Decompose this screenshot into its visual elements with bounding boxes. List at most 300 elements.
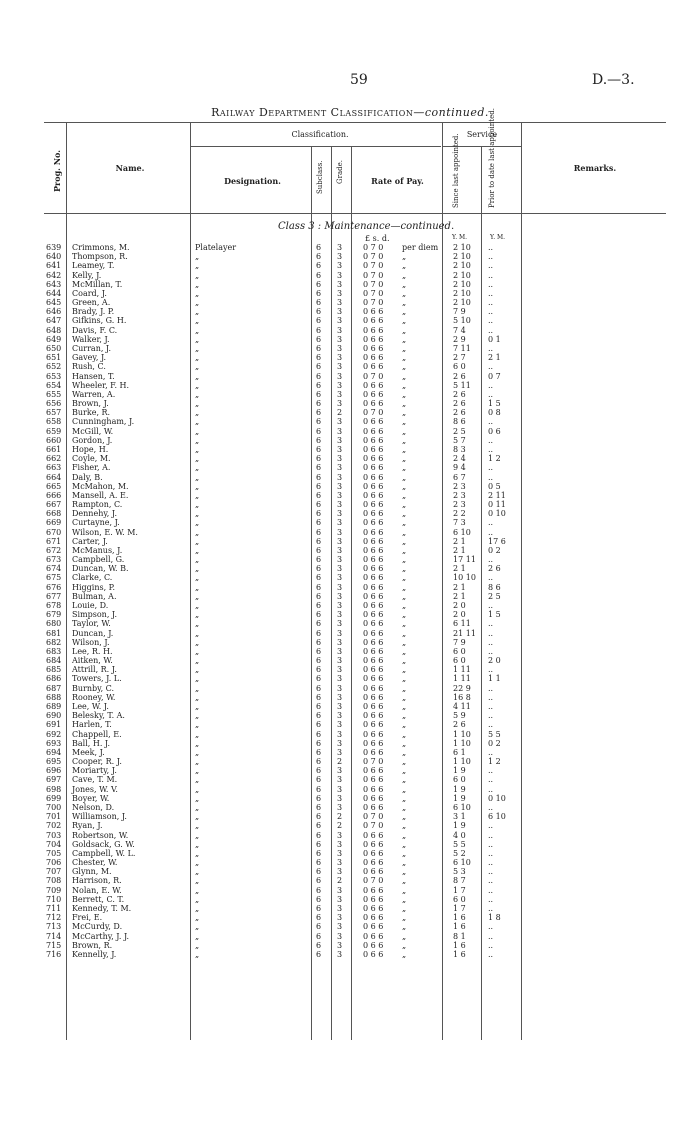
cell-per: per diem [402,243,439,252]
table-row [0,904,700,913]
cell-sub: 6 [316,894,322,904]
cell-since: 5 10 [453,316,471,326]
cell-designation: „ [195,646,200,656]
header-grade: Grade. [336,160,344,184]
cell-per: „ [402,931,407,941]
cell-since: 2 6 [453,389,466,399]
cell-since: 9 4 [453,463,466,473]
cell-since: 2 1 [453,591,466,601]
table-row [0,913,700,922]
cell-no: 704 [46,839,62,849]
cell-prior: .. [488,518,494,528]
cell-name: Ryan, J. [72,821,103,831]
cell-name: Simpson, J. [72,610,118,620]
table-row [0,950,700,959]
cell-grade: 3 [337,252,343,262]
cell-prior: .. [488,343,494,353]
cell-grade: 2 [337,408,343,418]
cell-designation: „ [195,812,200,822]
table-row [0,821,700,830]
cell-sub: 6 [316,876,322,886]
cell-grade: 3 [337,243,343,252]
cell-since: 2 6 [453,720,466,730]
table-row [0,684,700,693]
cell-grade: 3 [337,316,343,326]
cell-sub: 6 [316,591,322,601]
table-row [0,537,700,546]
cell-no: 709 [46,885,62,895]
cell-per: „ [402,298,407,308]
cell-prior: .. [488,288,494,298]
cell-per: „ [402,472,407,482]
table-row [0,592,700,601]
table-row [0,482,700,491]
cell-pay: 0 6 6 [363,766,384,776]
cell-pay: 0 6 6 [363,435,384,445]
cell-no: 694 [46,747,62,757]
cell-pay: 0 6 6 [363,316,384,326]
table-row [0,656,700,665]
cell-name: Rooney, W. [72,692,116,702]
table-row [0,546,700,555]
cell-designation: „ [195,334,200,344]
cell-since: 6 10 [453,527,471,537]
cell-grade: 3 [337,692,343,702]
table-row [0,858,700,867]
table-row [0,583,700,592]
cell-sub: 6 [316,399,322,409]
cell-prior: 0 10 [488,793,506,803]
cell-pay: 0 6 6 [363,674,384,684]
cell-per: „ [402,949,407,959]
cell-no: 703 [46,830,62,840]
cell-designation: „ [195,903,200,913]
cell-designation: „ [195,867,200,877]
cell-designation: „ [195,564,200,574]
cell-grade: 3 [337,802,343,812]
cell-grade: 3 [337,922,343,932]
cell-per: „ [402,711,407,721]
cell-grade: 3 [337,279,343,289]
cell-pay: 0 6 6 [363,444,384,454]
cell-since: 3 1 [453,812,466,822]
cell-no: 650 [46,343,62,353]
cell-name: Aitken, W. [72,656,113,666]
cell-prior: .. [488,940,494,950]
cell-grade: 3 [337,573,343,583]
cell-prior: 1 1 [488,674,501,684]
cell-name: Warren, A. [72,389,116,399]
cell-designation: „ [195,472,200,482]
cell-no: 642 [46,270,62,280]
cell-per: „ [402,307,407,317]
cell-pay: 0 7 0 [363,812,384,822]
cell-no: 691 [46,720,62,730]
table-row [0,619,700,628]
title-main: Railway Department Classification [211,106,414,119]
cell-sub: 6 [316,298,322,308]
cell-per: „ [402,692,407,702]
cell-designation: „ [195,802,200,812]
cell-pay: 0 6 6 [363,380,384,390]
cell-grade: 3 [337,426,343,436]
cell-since: 7 11 [453,343,471,353]
cell-no: 667 [46,500,62,510]
cell-prior: .. [488,692,494,702]
cell-designation: „ [195,417,200,427]
cell-sub: 6 [316,619,322,629]
table-row [0,794,700,803]
cell-designation: „ [195,509,200,519]
cell-pay: 0 7 0 [363,288,384,298]
cell-no: 648 [46,325,62,335]
table-row [0,271,700,280]
cell-no: 677 [46,591,62,601]
cell-sub: 6 [316,931,322,941]
cell-grade: 3 [337,500,343,510]
table-row [0,895,700,904]
table-row [0,518,700,527]
cell-per: „ [402,839,407,849]
cell-name: Hope, H. [72,444,109,454]
cell-designation: „ [195,637,200,647]
cell-name: Glynn, M. [72,867,112,877]
cell-per: „ [402,490,407,500]
cell-pay: 0 6 6 [363,454,384,464]
cell-name: Duncan, J. [72,628,114,638]
cell-prior: .. [488,307,494,317]
cell-sub: 6 [316,885,322,895]
cell-sub: 6 [316,903,322,913]
cell-pay: 0 6 6 [363,426,384,436]
table-row [0,693,700,702]
cell-since: 2 2 [453,509,466,519]
cell-name: Nolan, E. W. [72,885,122,895]
cell-since: 2 6 [453,371,466,381]
table-row [0,362,700,371]
cell-no: 693 [46,738,62,748]
cell-grade: 3 [337,472,343,482]
cell-designation: „ [195,702,200,711]
cell-prior: .. [488,665,494,675]
cell-name: Duncan, W. B. [72,564,129,574]
cell-name: Cave, T. M. [72,775,118,785]
cell-pay: 0 6 6 [363,399,384,409]
cell-no: 664 [46,472,62,482]
table-row [0,289,700,298]
cell-per: „ [402,903,407,913]
cell-name: Burke, R. [72,408,111,418]
cell-sub: 6 [316,601,322,611]
cell-pay: 0 6 6 [363,334,384,344]
cell-name: Louie, D. [72,601,109,611]
cell-no: 695 [46,757,62,767]
cell-sub: 6 [316,729,322,739]
cell-pay: 0 6 6 [363,747,384,757]
cell-sub: 6 [316,380,322,390]
table-row [0,491,700,500]
cell-pay: 0 6 6 [363,536,384,546]
cell-no: 688 [46,692,62,702]
cell-no: 685 [46,665,62,675]
cell-grade: 3 [337,288,343,298]
cell-no: 669 [46,518,62,528]
cell-sub: 6 [316,702,322,711]
cell-pay: 0 6 6 [363,913,384,923]
cell-prior: .. [488,802,494,812]
table-row [0,463,700,472]
cell-pay: 0 7 0 [363,821,384,831]
cell-name: Campbell, G. [72,555,125,565]
cell-pay: 0 6 6 [363,656,384,666]
cell-pay: 0 7 0 [363,298,384,308]
cell-per: „ [402,463,407,473]
cell-grade: 3 [337,646,343,656]
cell-sub: 6 [316,711,322,721]
cell-designation: „ [195,343,200,353]
cell-grade: 3 [337,509,343,519]
pay-units: £ s. d. [365,234,390,243]
cell-designation: „ [195,591,200,601]
cell-grade: 3 [337,738,343,748]
cell-sub: 6 [316,775,322,785]
cell-designation: „ [195,931,200,941]
cell-per: „ [402,527,407,537]
cell-sub: 6 [316,454,322,464]
cell-grade: 3 [337,656,343,666]
table-row [0,316,700,325]
cell-pay: 0 6 6 [363,518,384,528]
cell-since: 5 3 [453,867,466,877]
cell-prior: .. [488,775,494,785]
cell-per: „ [402,334,407,344]
cell-name: Rampton, C. [72,500,123,510]
cell-sub: 6 [316,573,322,583]
table-row [0,867,700,876]
cell-no: 686 [46,674,62,684]
cell-no: 687 [46,683,62,693]
cell-per: „ [402,940,407,950]
cell-pay: 0 6 6 [363,683,384,693]
cell-per: „ [402,500,407,510]
cell-pay: 0 6 6 [363,931,384,941]
cell-per: „ [402,674,407,684]
cell-pay: 0 6 6 [363,775,384,785]
cell-since: 2 9 [453,334,466,344]
cell-grade: 3 [337,683,343,693]
table-row [0,803,700,812]
cell-no: 705 [46,848,62,858]
header-designation: Designation. [224,176,281,186]
cell-sub: 6 [316,582,322,592]
table-row [0,730,700,739]
cell-name: McCarthy, J. J. [72,931,130,941]
cell-grade: 3 [337,784,343,794]
cell-sub: 6 [316,261,322,271]
page-number: 59 [350,72,368,88]
cell-grade: 3 [337,353,343,363]
cell-name: Kennelly, J. [72,949,117,959]
cell-designation: „ [195,665,200,675]
cell-prior: 2 6 [488,564,501,574]
cell-no: 697 [46,775,62,785]
cell-prior: .. [488,931,494,941]
cell-per: „ [402,426,407,436]
cell-name: Wheeler, F. H. [72,380,130,390]
cell-no: 651 [46,353,62,363]
cell-no: 646 [46,307,62,317]
cell-pay: 0 7 0 [363,270,384,280]
cell-prior: 2 5 [488,591,501,601]
cell-name: Meek, J. [72,747,105,757]
cell-name: Coard, J. [72,288,107,298]
cell-per: „ [402,573,407,583]
cell-designation: „ [195,353,200,363]
cell-sub: 6 [316,683,322,693]
cell-since: 21 11 [453,628,476,638]
cell-grade: 3 [337,913,343,923]
header-classification: Classification. [291,130,349,139]
cell-since: 2 10 [453,252,471,262]
cell-since: 8 7 [453,876,466,886]
cell-no: 658 [46,417,62,427]
cell-no: 641 [46,261,62,271]
cell-grade: 3 [337,362,343,372]
cell-prior: 0 2 [488,738,501,748]
header-prog-no: Prog. No. [52,149,62,192]
cell-grade: 3 [337,839,343,849]
cell-name: Walker, J. [72,334,110,344]
cell-pay: 0 6 6 [363,362,384,372]
table-row [0,840,700,849]
cell-designation: „ [195,913,200,923]
cell-no: 714 [46,931,62,941]
cell-grade: 3 [337,298,343,308]
cell-per: „ [402,665,407,675]
cell-since: 1 6 [453,913,466,923]
cell-designation: „ [195,610,200,620]
cell-since: 6 10 [453,858,471,868]
cell-no: 681 [46,628,62,638]
cell-pay: 0 7 0 [363,261,384,271]
cell-since: 1 11 [453,674,471,684]
cell-grade: 3 [337,371,343,381]
cell-per: „ [402,802,407,812]
cell-prior: 0 11 [488,500,506,510]
cell-name: Brown, J. [72,399,109,409]
cell-sub: 6 [316,922,322,932]
cell-no: 653 [46,371,62,381]
cell-sub: 6 [316,243,322,252]
table-row [0,849,700,858]
cell-designation: „ [195,784,200,794]
cell-per: „ [402,408,407,418]
cell-grade: 3 [337,674,343,684]
cell-prior: .. [488,922,494,932]
cell-prior: .. [488,894,494,904]
cell-sub: 6 [316,279,322,289]
cell-grade: 2 [337,812,343,822]
header-subclass: Subclass. [316,160,324,194]
cell-prior: .. [488,766,494,776]
cell-no: 654 [46,380,62,390]
cell-per: „ [402,830,407,840]
cell-name: Rush, C. [72,362,106,372]
cell-no: 656 [46,399,62,409]
cell-prior: .. [488,858,494,868]
table-row [0,353,700,362]
cell-per: „ [402,399,407,409]
cell-designation: „ [195,582,200,592]
cell-name: Dennehy, J. [72,509,118,519]
cell-designation: „ [195,325,200,335]
cell-sub: 6 [316,766,322,776]
cell-designation: „ [195,288,200,298]
cell-pay: 0 6 6 [363,720,384,730]
cell-sub: 6 [316,738,322,748]
table-row [0,647,700,656]
cell-name: Coyle, M. [72,454,111,464]
cell-prior: 0 10 [488,509,506,519]
cell-sub: 6 [316,784,322,794]
cell-grade: 3 [337,380,343,390]
cell-per: „ [402,913,407,923]
cell-pay: 0 6 6 [363,389,384,399]
cell-sub: 6 [316,646,322,656]
header-remarks: Remarks. [573,163,617,173]
cell-grade: 3 [337,775,343,785]
cell-grade: 3 [337,555,343,565]
cell-per: „ [402,582,407,592]
cell-prior: 0 1 [488,334,501,344]
cell-sub: 6 [316,270,322,280]
cell-grade: 3 [337,619,343,629]
cell-since: 2 0 [453,610,466,620]
classification-rule [190,146,441,147]
cell-no: 661 [46,444,62,454]
cell-since: 2 10 [453,279,471,289]
cell-prior: 5 5 [488,729,501,739]
cell-grade: 3 [337,564,343,574]
cell-pay: 0 6 6 [363,692,384,702]
cell-pay: 0 6 6 [363,711,384,721]
cell-designation: „ [195,555,200,565]
cell-sub: 6 [316,757,322,767]
cell-name: Harrison, R. [72,876,122,886]
cell-designation: „ [195,674,200,684]
cell-since: 1 6 [453,922,466,932]
cell-pay: 0 6 6 [363,702,384,711]
cell-designation: „ [195,316,200,326]
cell-per: „ [402,545,407,555]
cell-prior: .. [488,444,494,454]
class-heading: Class 3 : Maintenance—continued. [278,221,455,232]
cell-name: Chappell, E. [72,729,122,739]
cell-no: 692 [46,729,62,739]
cell-sub: 6 [316,490,322,500]
cell-no: 676 [46,582,62,592]
cell-prior: .. [488,683,494,693]
cell-prior: .. [488,784,494,794]
cell-since: 22 9 [453,683,471,693]
cell-since: 2 6 [453,399,466,409]
cell-per: „ [402,316,407,326]
cell-grade: 3 [337,894,343,904]
cell-per: „ [402,858,407,868]
table-row [0,766,700,775]
table-row [0,711,700,720]
cell-pay: 0 6 6 [363,637,384,647]
